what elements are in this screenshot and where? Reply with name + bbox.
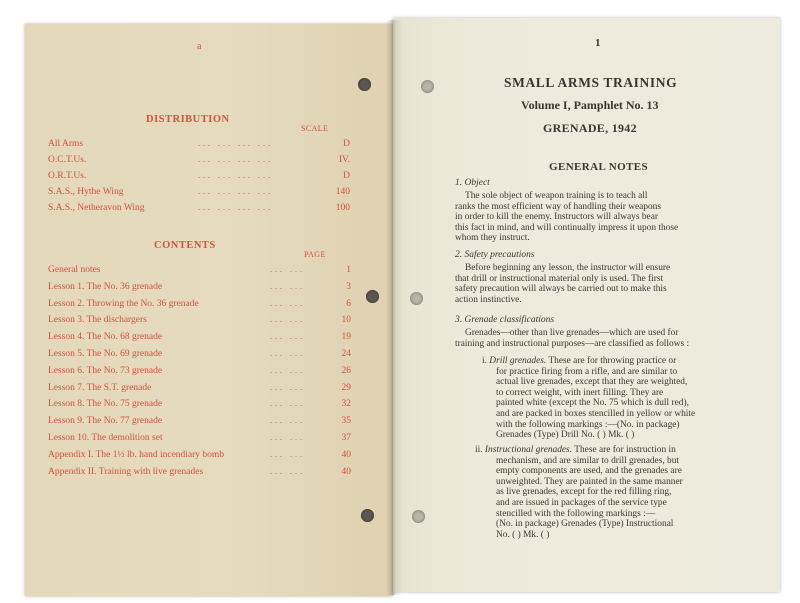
item-line: as live grenades, except for the red filling ring, (496, 487, 672, 498)
subsection-heading: 1. Object (455, 178, 490, 188)
contents-label: Appendix I. The 1½ lb. hand incendiary bomb (48, 449, 225, 460)
contents-row (48, 349, 353, 359)
body-line: action instinctive. (455, 294, 522, 305)
item-line: unweighted. They are painted in the same manner (496, 476, 683, 487)
distribution-label: O.R.T.Us. (48, 171, 87, 181)
distribution-scale: D (343, 139, 350, 149)
contents-label: Lesson 10. The demolition set (48, 433, 163, 443)
contents-row (48, 265, 353, 275)
leader-dots: ... ... (270, 365, 305, 375)
item-line: with the following markings :—(No. in package) (496, 419, 680, 430)
leader-dots: ... ... ... ... (198, 187, 273, 196)
body-line: The sole object of weapon training is to teach all (465, 191, 648, 201)
contents-heading: CONTENTS (154, 240, 216, 251)
item-line: These are for instruction in (574, 445, 676, 455)
item-line: and are packed in boxes stencilled in yellow or white (496, 409, 696, 419)
item-line: No. ( ) Mk. ( ) (496, 529, 550, 540)
contents-page-number: 19 (341, 332, 351, 343)
contents-row (48, 366, 353, 376)
classification-item (475, 445, 676, 456)
contents-row (48, 315, 353, 325)
leader-dots: ... ... (270, 382, 305, 392)
body-line: Before beginning any lesson, the instructor will ensure (465, 263, 671, 273)
body-line: this fact in mind, and will continually impress it upon those (455, 222, 679, 233)
contents-row (48, 467, 353, 477)
item-line: empty components are used, and the grenades are (496, 466, 682, 477)
punch-hole (366, 290, 379, 303)
leader-dots: ... ... (270, 449, 305, 459)
leader-dots: ... ... (270, 433, 305, 442)
distribution-scale: IV. (338, 155, 350, 165)
document-subtitle: Volume I, Pamphlet No. 13 (521, 98, 659, 112)
scale-column-heading: SCALE (301, 124, 329, 133)
page-column-heading: PAGE (304, 250, 326, 259)
distribution-row (48, 187, 353, 197)
distribution-label: O.C.T.Us. (48, 155, 87, 165)
distribution-scale: 140 (335, 187, 350, 197)
item-marker: i. (482, 356, 487, 366)
contents-page-number: 10 (341, 315, 351, 326)
contents-page-number: 37 (341, 433, 351, 443)
distribution-label: S.A.S., Netheravon Wing (48, 203, 145, 213)
item-line: mechanism, and are similar to drill grenades, but (496, 455, 680, 466)
contents-page-number: 3 (346, 281, 351, 292)
body-line: whom they instruct. (455, 233, 530, 244)
leader-dots: ... ... (270, 416, 305, 426)
item-line: painted white (except the No. 75 which is dull red), (496, 398, 689, 409)
distribution-label: All Arms (48, 139, 84, 149)
leader-dots: ... ... ... ... (198, 139, 273, 148)
punch-hole (412, 510, 425, 523)
item-marker: ii. (475, 445, 483, 455)
right-page (393, 18, 780, 592)
contents-label: Lesson 4. The No. 68 grenade (48, 332, 163, 343)
punch-hole (410, 292, 423, 305)
contents-page-number: 24 (341, 349, 351, 359)
contents-label: Lesson 7. The S.T. grenade (48, 382, 152, 393)
contents-page-number: 40 (341, 449, 351, 460)
contents-row (48, 383, 353, 393)
body-line: ranks the most efficient way of handling their weapons (455, 201, 662, 212)
item-line: and are issued in packages of the service type (496, 498, 667, 508)
contents-row (48, 299, 353, 309)
body-line: Grenades—other than live grenades—which are used for (465, 328, 679, 338)
left-page (25, 24, 393, 596)
item-lead: Instructional grenades. (484, 445, 573, 455)
classification-item (482, 356, 676, 367)
contents-page-number: 29 (341, 382, 351, 393)
punch-hole (358, 78, 371, 91)
item-line: Grenades (Type) Drill No. ( ) Mk. ( ) (496, 430, 635, 441)
leader-dots: ... ... (270, 466, 305, 476)
subsection-heading: 3. Grenade classifications (455, 315, 555, 325)
contents-label: Appendix II. Training with live grenades (48, 466, 204, 477)
distribution-label: S.A.S., Hythe Wing (48, 187, 124, 197)
contents-row (48, 433, 353, 443)
contents-page-number: 1 (346, 265, 351, 275)
body-line: training and instructional purposes—are classified as follows : (455, 338, 690, 349)
contents-label: Lesson 5. The No. 69 grenade (48, 349, 163, 359)
contents-page-number: 26 (341, 365, 351, 376)
leader-dots: ... ... ... ... (198, 203, 273, 212)
body-line: safety precaution will always be carried out to make this (455, 284, 667, 295)
section-heading: GENERAL NOTES (549, 161, 649, 173)
item-line: These are for throwing practice or (548, 356, 677, 366)
contents-label: Lesson 2. Throwing the No. 36 grenade (48, 298, 199, 309)
distribution-row (48, 139, 353, 149)
contents-row (48, 332, 353, 342)
contents-label: Lesson 6. The No. 73 grenade (48, 365, 163, 376)
page-letter: a (197, 41, 202, 52)
distribution-scale: 100 (335, 203, 350, 213)
body-line: in order to kill the enemy. Instructors will always bear (455, 212, 658, 223)
contents-row (48, 282, 353, 292)
item-line: actual live grenades, except that they are weighted, (496, 377, 688, 388)
item-line: to correct weight, with inert filling. They are (496, 387, 664, 398)
punch-hole (361, 509, 374, 522)
document-title: SMALL ARMS TRAINING (504, 75, 678, 90)
leader-dots: ... ... (270, 332, 305, 342)
leader-dots: ... ... (270, 315, 305, 325)
distribution-scale: D (343, 171, 350, 181)
punch-hole (421, 80, 434, 93)
contents-page-number: 32 (341, 399, 351, 410)
contents-page-number: 6 (346, 298, 351, 309)
contents-row (48, 416, 353, 426)
distribution-heading: DISTRIBUTION (146, 114, 230, 125)
item-lead: Drill grenades. (489, 356, 547, 366)
body-line: that drill or instructional material only is used. The first (455, 273, 664, 284)
document-subject: GRENADE, 1942 (543, 121, 637, 135)
contents-page-number: 40 (341, 466, 351, 477)
item-line: stencilled with the following markings :— (496, 508, 656, 519)
page-number: 1 (595, 37, 601, 49)
item-line: for practice firing from a rifle, and are similar to (496, 366, 678, 377)
contents-label: General notes (48, 265, 101, 275)
leader-dots: ... ... (270, 399, 305, 409)
distribution-row (48, 155, 353, 165)
contents-label: Lesson 8. The No. 75 grenade (48, 399, 163, 410)
distribution-row (48, 171, 353, 181)
leader-dots: ... ... ... ... (198, 171, 273, 180)
leader-dots: ... ... (270, 298, 305, 308)
subsection-heading: 2. Safety precautions (455, 250, 535, 260)
contents-row (48, 450, 353, 460)
leader-dots: ... ... (270, 281, 305, 291)
contents-row (48, 399, 353, 409)
leader-dots: ... ... (270, 265, 305, 274)
contents-page-number: 35 (341, 416, 351, 427)
leader-dots: ... ... ... ... (198, 155, 273, 164)
contents-label: Lesson 9. The No. 77 grenade (48, 416, 163, 427)
item-line: (No. in package) Grenades (Type) Instructional (496, 519, 674, 530)
leader-dots: ... ... (270, 349, 305, 358)
distribution-row (48, 203, 353, 213)
contents-label: Lesson 1. The No. 36 grenade (48, 281, 163, 292)
contents-label: Lesson 3. The dischargers (48, 315, 147, 326)
